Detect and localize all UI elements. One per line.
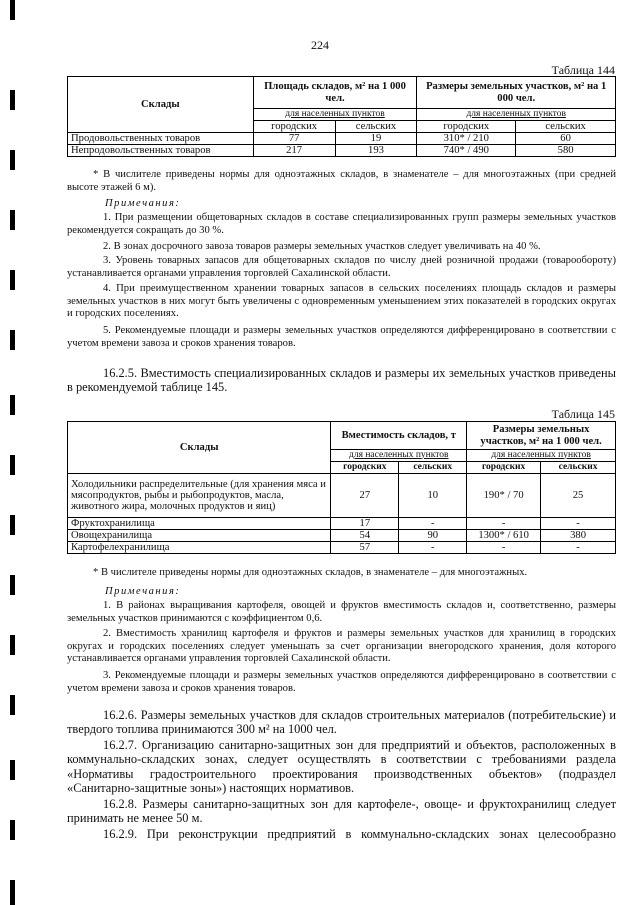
paragraph-16-2-6: 16.2.6. Размеры земельных участков для складов строительных материалов (потребительские) и твердого топлива принимаются 300 м² на 1000 чел.: [67, 708, 616, 737]
col-header-capacity: Вместимость складов, т: [331, 422, 467, 450]
note-item: 3. Рекомендуемые площади и размеры земельных участков определяются дифференцировано в соответствии с учетом времени завоза и сроков хранения товаров.: [67, 670, 616, 694]
table-144-notes-heading: Примечания:: [105, 198, 181, 209]
cell-capacity-urban: 17: [331, 518, 399, 530]
cell-land-rural: 60: [516, 133, 616, 145]
note-item: 4. При преимущественном хранении товарных запасов в сельских поселениях площадь складов и размеры земельных участков в них могут быть увеличены с одновременным уменьшением этих показателей в городских округах и городских поселениях.: [67, 283, 616, 320]
cell-land-rural: 380: [541, 530, 616, 542]
cell-land-rural: 580: [516, 145, 616, 157]
subheader-rural: сельских: [335, 121, 417, 133]
cell-land-urban: 740* / 490: [417, 145, 516, 157]
subheader-rural: сельских: [516, 121, 616, 133]
cell-capacity-rural: -: [399, 542, 467, 554]
col-header-area: Площадь складов, м² на 1 000 чел.: [253, 77, 417, 109]
note-item: 2. Вместимость хранилищ картофеля и фруктов и размеры земельных участков для хранилищ в городских округах и городских поселениях следует уменьшать за счет организации внегородского хранения, доля которого устанавливается органами управления торговлей Сахалинской области.: [67, 628, 616, 665]
subheader-urban: городских: [253, 121, 335, 133]
note-item: 5. Рекомендуемые площади и размеры земельных участков определяются дифференцировано в соответствии с учетом времени завоза и сроков хранения товаров.: [67, 325, 616, 349]
note-item: 2. В зонах досрочного завоза товаров размеры земельных участков следует увеличивать на 40 %.: [103, 241, 541, 252]
col-header-warehouses: Склады: [68, 77, 254, 133]
table-row: [68, 518, 616, 530]
subheader-settlements: для населенных пунктов: [253, 109, 417, 121]
table-144-caption: Таблица 144: [551, 63, 615, 77]
cell-capacity-rural: -: [399, 518, 467, 530]
note-item: 1. При размещении общетоварных складов в составе специализированных групп размеры земельных участков рекомендуется сокращать до 30 %.: [67, 212, 616, 236]
table-145-notes-heading: Примечания:: [105, 586, 181, 597]
subheader-rural: сельских: [541, 462, 616, 474]
cell-land-urban: 310* / 210: [417, 133, 516, 145]
cell-land-rural: -: [541, 518, 616, 530]
cell-land-urban: 190* / 70: [467, 474, 541, 518]
subheader-settlements: для населенных пунктов: [467, 450, 616, 462]
cell-capacity-rural: 10: [399, 474, 467, 518]
table-row: [68, 542, 616, 554]
table-144: [67, 76, 616, 157]
cell-area-rural: 19: [335, 133, 417, 145]
table-145-caption: Таблица 145: [551, 407, 615, 421]
subheader-urban: городских: [331, 462, 399, 474]
note-item: 3. Уровень товарных запасов для общетоварных складов по числу дней розничной продажи (товарообороту) устанавливается органами управления торговлей Сахалинской области.: [67, 255, 616, 279]
table-row: [68, 145, 616, 157]
cell-capacity-urban: 57: [331, 542, 399, 554]
subheader-urban: городских: [467, 462, 541, 474]
cell-capacity-urban: 54: [331, 530, 399, 542]
cell-area-urban: 77: [253, 133, 335, 145]
row-name: Овощехранилища: [68, 530, 331, 542]
subheader-settlements: для населенных пунктов: [417, 109, 616, 121]
table-row: [68, 530, 616, 542]
table-144-footnote: * В числителе приведены нормы для одноэтажных складов, в знаменателе – для многоэтажных (при средней высоте этажей 6 м).: [67, 169, 616, 193]
table-row: [68, 133, 616, 145]
row-name: Картофелехранилища: [68, 542, 331, 554]
paragraph-16-2-9: 16.2.9. При реконструкции предприятий в коммунально-складских зонах целесообразно: [103, 827, 616, 841]
cell-land-rural: -: [541, 542, 616, 554]
subheader-settlements: для населенных пунктов: [331, 450, 467, 462]
table-145-footnote: * В числителе приведены нормы для одноэтажных складов, в знаменателе – для многоэтажных.: [93, 567, 528, 578]
cell-area-urban: 217: [253, 145, 335, 157]
cell-land-rural: 25: [541, 474, 616, 518]
row-name: Непродовольственных товаров: [68, 145, 254, 157]
subheader-urban: городских: [417, 121, 516, 133]
paragraph-16-2-7: 16.2.7. Организацию санитарно-защитных зон для предприятий и объектов, расположенных в коммунально-складских зонах, следует осуществлять в соответствии с требованиями раздела «Нормативы градостроительного проектирования производственных объектов» (подраздел «Санитарно-защитные зоны») настоящих нормативов.: [67, 738, 616, 796]
col-header-land: Размеры земельных участков, м² на 1 000 чел.: [467, 422, 616, 450]
note-item: 1. В районах выращивания картофеля, овощей и фруктов вместимость складов и, соответственно, размеры земельных участков принимаются с коэффициентом 0,6.: [67, 600, 616, 624]
page-number: 224: [311, 38, 329, 52]
cell-area-rural: 193: [335, 145, 417, 157]
col-header-land: Размеры земельных участков, м² на 1 000 чел.: [417, 77, 616, 109]
col-header-warehouses: Склады: [68, 422, 331, 474]
cell-land-urban: 1300* / 610: [467, 530, 541, 542]
paragraph-16-2-8: 16.2.8. Размеры санитарно-защитных зон для картофеле-, овоще- и фруктохранилищ следует принимать не менее 50 м.: [67, 797, 616, 826]
paragraph-16-2-5: 16.2.5. Вместимость специализированных складов и размеры их земельных участков приведены в рекомендуемой таблице 145.: [67, 366, 616, 395]
cell-land-urban: -: [467, 518, 541, 530]
cell-capacity-rural: 90: [399, 530, 467, 542]
cell-capacity-urban: 27: [331, 474, 399, 518]
cell-land-urban: -: [467, 542, 541, 554]
table-row: [68, 474, 616, 518]
row-name: Продовольственных товаров: [68, 133, 254, 145]
row-name: Холодильники распределительные (для хранения мяса и мясопродуктов, рыбы и рыбопродуктов, масла, животного жира, молочных продуктов и яиц): [68, 474, 331, 518]
subheader-rural: сельских: [399, 462, 467, 474]
table-145: [67, 421, 616, 554]
row-name: Фруктохранилища: [68, 518, 331, 530]
